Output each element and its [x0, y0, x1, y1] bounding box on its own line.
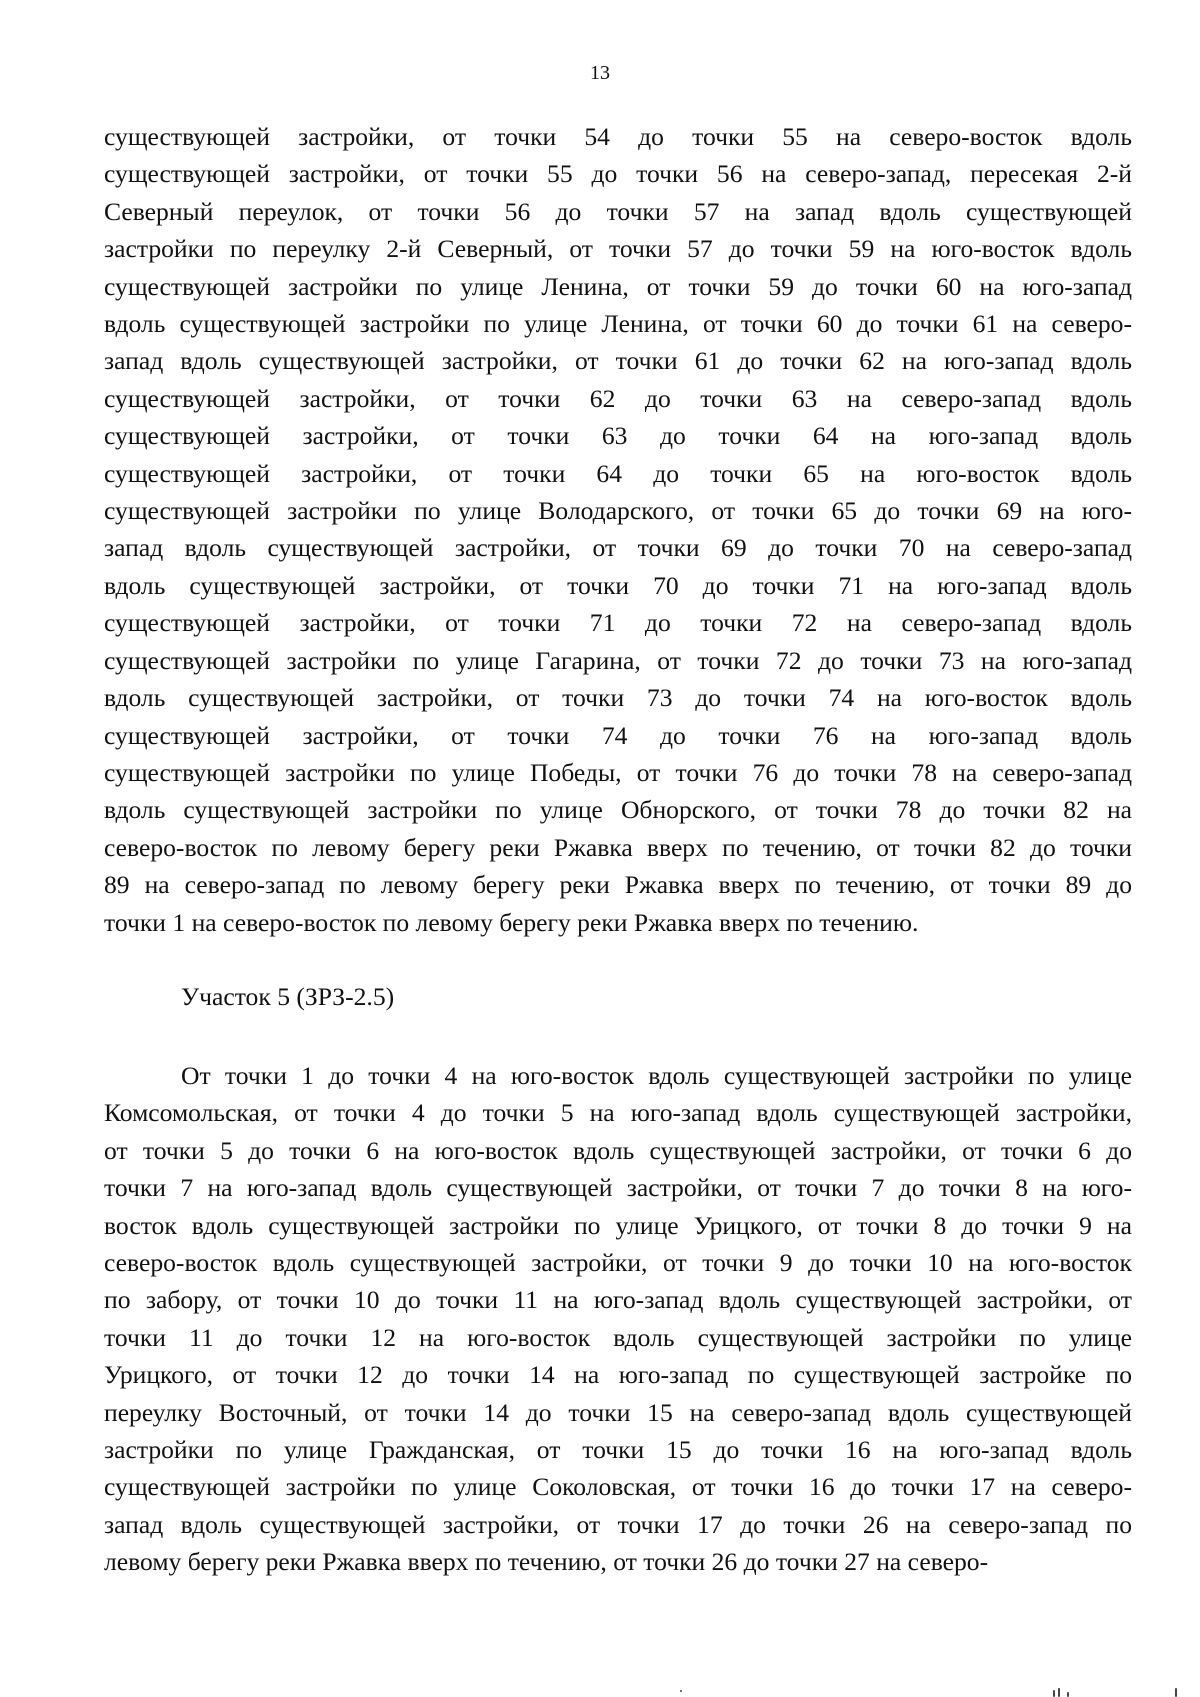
paragraph-2-line: Урицкого, от точки 12 до точки 14 на юго-запад по существующей застройке по: [104, 1360, 1132, 1390]
paragraph-route-description: [104, 118, 1132, 941]
paragraph-2-line: северо-восток вдоль существующей застройки, от точки 9 до точки 10 на юго-восток: [104, 1248, 1132, 1278]
paragraph-2-line: точки 7 на юго-запад вдоль существующей застройки, от точки 7 до точки 8 на юго-: [104, 1173, 1132, 1203]
paragraph-1-line: существующей застройки, от точки 54 до точки 55 на северо-восток вдоль: [104, 122, 1132, 151]
paragraph-1-line: запад вдоль существующей застройки, от точки 69 до точки 70 на северо-запад: [104, 533, 1132, 563]
paragraph-2-line: от точки 5 до точки 6 на юго-восток вдоль существующей застройки, от точки 6 до: [104, 1135, 1132, 1165]
scan-speck: [1175, 1688, 1177, 1697]
paragraph-2-body: [104, 1057, 1132, 1581]
paragraph-1-line: существующей застройки по улице Победы, от точки 76 до точки 78 на северо-запад: [104, 757, 1132, 787]
paragraph-2-line: существующей застройки по улице Соколовская, от точки 16 до точки 17 на северо-: [104, 1472, 1132, 1502]
paragraph-1-line: вдоль существующей застройки, от точки 70 до точки 71 на юго-запад вдоль: [104, 570, 1132, 600]
paragraph-2-line: застройки по улице Гражданская, от точки 15 до точки 16 на юго-запад вдоль: [104, 1435, 1132, 1465]
paragraph-1-body: [104, 118, 1132, 941]
paragraph-2-line: Комсомольская, от точки 4 до точки 5 на юго-запад вдоль существующей застройки,: [104, 1098, 1132, 1128]
paragraph-1-line: существующей застройки, от точки 55 до точки 56 на северо-запад, пересекая 2-й: [104, 159, 1132, 189]
paragraph-2-line: по забору, от точки 10 до точки 11 на юго-запад вдоль существующей застройки, от: [104, 1285, 1132, 1315]
paragraph-1-line: существующей застройки, от точки 71 до точки 72 на северо-запад вдоль: [104, 608, 1132, 638]
paragraph-1-line: существующей застройки, от точки 74 до точки 76 на юго-запад вдоль: [104, 720, 1132, 750]
paragraph-1-line: существующей застройки, от точки 63 до точки 64 на юго-запад вдоль: [104, 421, 1132, 451]
paragraph-2-line: левому берегу реки Ржавка вверх по течению, от точки 26 до точки 27 на северо-: [104, 1547, 989, 1577]
paragraph-1-line: северо-восток по левому берегу реки Ржавка вверх по течению, от точки 82 до точки: [104, 832, 1132, 862]
section-heading-plot-5: Участок 5 (ЗРЗ-2.5): [181, 982, 395, 1011]
paragraph-1-line: Северный переулок, от точки 56 до точки 57 на запад вдоль существующей: [104, 196, 1132, 226]
paragraph-1-line: существующей застройки по улице Володарского, от точки 65 до точки 69 на юго-: [104, 496, 1132, 526]
paragraph-2-line: От точки 1 до точки 4 на юго-восток вдоль существующей застройки по улице: [181, 1061, 1132, 1090]
paragraph-1-line: запад вдоль существующей застройки, от точки 61 до точки 62 на юго-запад вдоль: [104, 346, 1132, 376]
paragraph-plot-5-description: [104, 1057, 1132, 1581]
scan-speck: [680, 1690, 682, 1692]
paragraph-1-line: вдоль существующей застройки по улице Ленина, от точки 60 до точки 61 на северо-: [104, 309, 1132, 339]
paragraph-1-line: вдоль существующей застройки, от точки 73 до точки 74 на юго-восток вдоль: [104, 683, 1132, 713]
scan-speck: [1053, 1690, 1055, 1697]
scan-speck: [1067, 1692, 1069, 1697]
paragraph-1-line: существующей застройки по улице Гагарина, от точки 72 до точки 73 на юго-запад: [104, 645, 1132, 675]
scan-speck: [1058, 1688, 1060, 1697]
paragraph-1-line: точки 1 на северо-восток по левому берегу реки Ржавка вверх по течению.: [104, 907, 919, 937]
paragraph-1-line: существующей застройки, от точки 64 до точки 65 на юго-восток вдоль: [104, 458, 1132, 488]
page-number: 13: [590, 62, 610, 84]
paragraph-1-line: существующей застройки по улице Ленина, от точки 59 до точки 60 на юго-запад: [104, 271, 1132, 301]
paragraph-1-line: существующей застройки, от точки 62 до точки 63 на северо-запад вдоль: [104, 383, 1132, 413]
paragraph-1-line: застройки по переулку 2-й Северный, от точки 57 до точки 59 на юго-восток вдоль: [104, 234, 1132, 264]
paragraph-2-line: точки 11 до точки 12 на юго-восток вдоль существующей застройки по улице: [104, 1322, 1132, 1352]
paragraph-1-line: вдоль существующей застройки по улице Обнорского, от точки 78 до точки 82 на: [104, 795, 1132, 825]
paragraph-2-line: запад вдоль существующей застройки, от точки 17 до точки 26 на северо-запад по: [104, 1509, 1132, 1539]
paragraph-2-line: переулку Восточный, от точки 14 до точки 15 на северо-запад вдоль существующей: [104, 1397, 1132, 1427]
paragraph-2-line: восток вдоль существующей застройки по улице Урицкого, от точки 8 до точки 9 на: [104, 1210, 1132, 1240]
paragraph-1-line: 89 на северо-запад по левому берегу реки Ржавка вверх по течению, от точки 89 до: [104, 870, 1132, 900]
